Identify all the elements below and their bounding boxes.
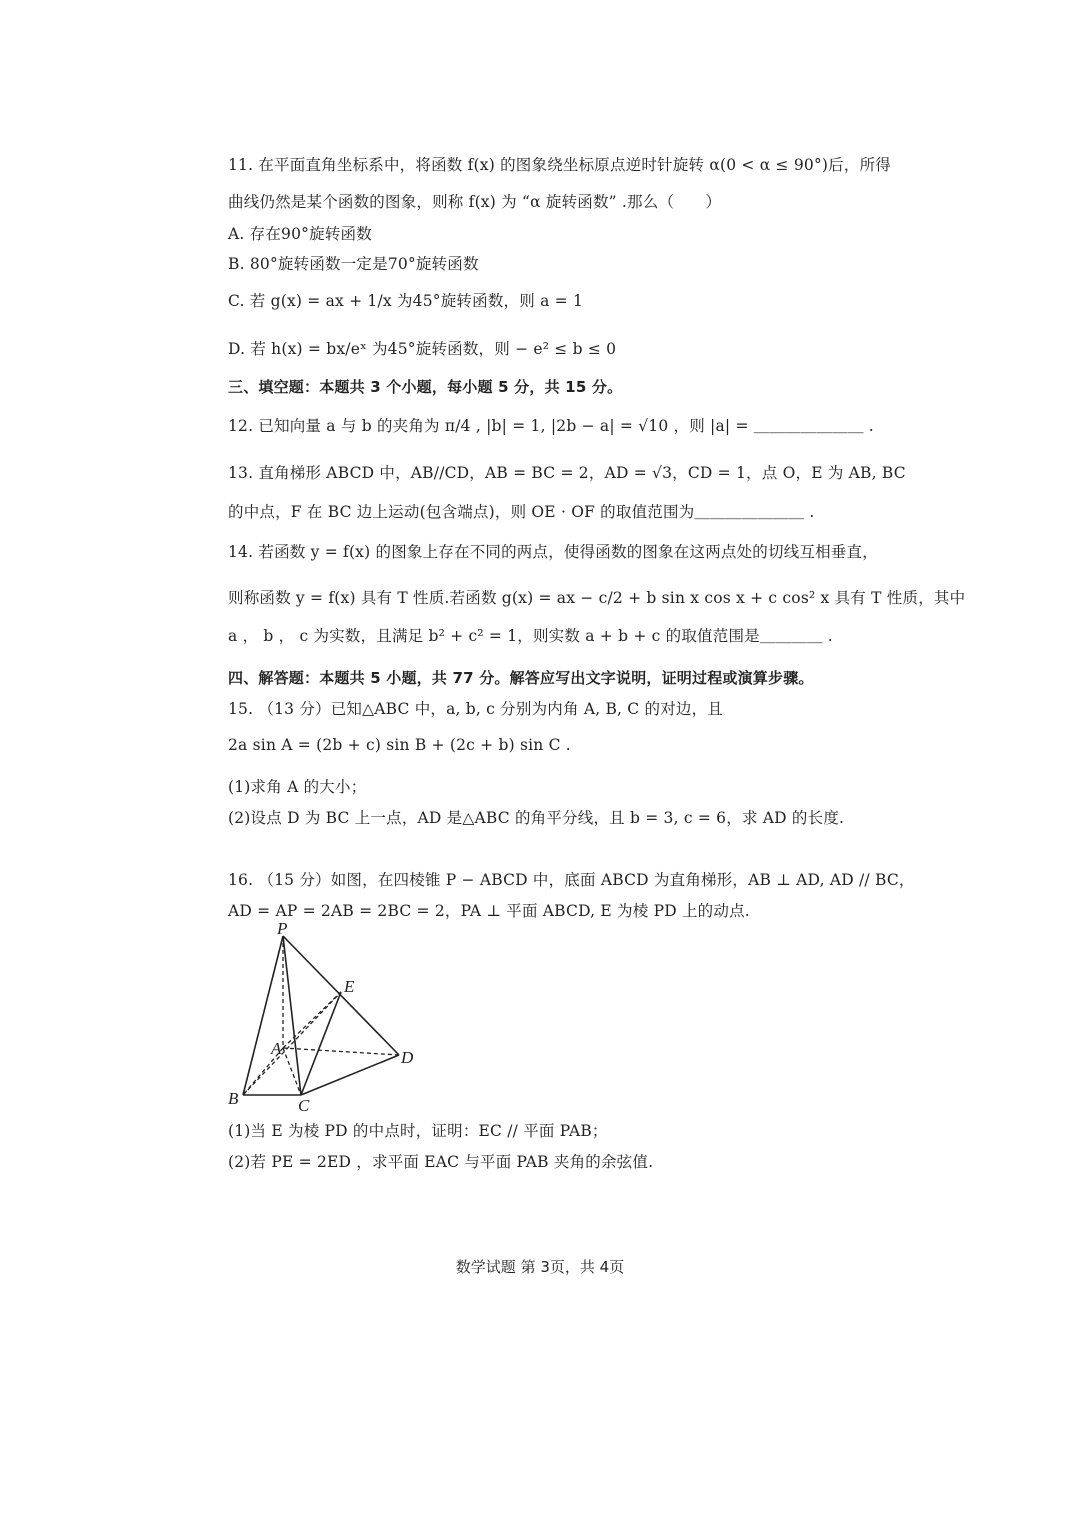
q15-part2: (2)设点 D 为 BC 上一点，AD 是△ABC 的角平分线，且 b = 3, c = 6，求 AD 的长度. xyxy=(228,809,845,827)
page-footer: 数学试题 第 3页，共 4页 xyxy=(455,1258,625,1276)
q14-line3: a ， b ， c 为实数，且满足 b² + c² = 1，则实数 a + b + c 的取值范围是＿＿＿＿ . xyxy=(228,627,833,645)
label-a: A xyxy=(271,1039,282,1058)
q11-line1: 11. 在平面直角坐标系中，将函数 f(x) 的图象绕坐标原点逆时针旋转 α(0 < α ≤ 90°)后，所得 xyxy=(228,156,891,174)
q14-line2: 则称函数 y = f(x) 具有 T 性质.若函数 g(x) = ax − c/2 + b sin x cos x + c cos² x 具有 T 性质，其中 xyxy=(228,589,966,607)
q15-line2: 2a sin A = (2b + c) sin B + (2c + b) sin C . xyxy=(228,736,571,754)
q11-option-c: C. 若 g(x) = ax + 1/x 为45°旋转函数，则 a = 1 xyxy=(228,292,584,310)
q11-line2: 曲线仍然是某个函数的图象，则称 f(x) 为 “α 旋转函数” .那么（ ） xyxy=(228,193,722,211)
section-fill-in-heading: 三、填空题：本题共 3 个小题，每小题 5 分，共 15 分。 xyxy=(228,378,623,396)
q14-line1: 14. 若函数 y = f(x) 的图象上存在不同的两点，使得函数的图象在这两点处的切线互相垂直， xyxy=(228,543,878,561)
q11-option-a: A. 存在90°旋转函数 xyxy=(228,225,372,243)
q16-line2: AD = AP = 2AB = 2BC = 2，PA ⊥ 平面 ABCD, E 为棱 PD 上的动点. xyxy=(228,902,750,920)
q13-line2: 的中点，F 在 BC 边上运动(包含端点)，则 OE · OF 的取值范围为＿＿＿＿＿＿＿ . xyxy=(228,503,815,521)
q13-line1: 13. 直角梯形 ABCD 中，AB//CD，AB = BC = 2，AD = √3，CD = 1，点 O，E 为 AB, BC xyxy=(228,464,906,482)
edge-ae xyxy=(283,992,341,1048)
q12-text: 12. 已知向量 a 与 b 的夹角为 π/4 , |b| = 1, |2b − a| = √10 ，则 |a| = ＿＿＿＿＿＿＿ . xyxy=(228,417,874,435)
q16-part1: (1)当 E 为棱 PD 的中点时，证明：EC // 平面 PAB； xyxy=(228,1122,608,1140)
label-d: D xyxy=(401,1048,414,1067)
label-e: E xyxy=(344,977,355,996)
q16-line1: 16. （15 分）如图，在四棱锥 P − ABCD 中，底面 ABCD 为直角梯形，AB ⊥ AD, AD // BC， xyxy=(228,871,915,889)
edge-pd xyxy=(283,936,399,1055)
label-c: C xyxy=(298,1096,310,1113)
q11-option-b: B. 80°旋转函数一定是70°旋转函数 xyxy=(228,255,479,273)
q11-option-d: D. 若 h(x) = bx/eˣ 为45°旋转函数，则 − e² ≤ b ≤ 0 xyxy=(228,340,617,358)
label-b: B xyxy=(228,1089,239,1108)
q16-part2: (2)若 PE = 2ED ，求平面 EAC 与平面 PAB 夹角的余弦值. xyxy=(228,1153,654,1171)
edge-cd xyxy=(301,1055,399,1095)
edge-ec xyxy=(301,992,341,1095)
q15-part1: (1)求角 A 的大小； xyxy=(228,778,367,796)
pyramid-figure xyxy=(225,918,425,1113)
q15-line1: 15. （13 分）已知△ABC 中，a, b, c 分别为内角 A, B, C 的对边，且 xyxy=(228,700,723,718)
label-p: P xyxy=(277,919,288,938)
section-answer-heading: 四、解答题：本题共 5 小题，共 77 分。解答应写出文字说明，证明过程或演算步骤。 xyxy=(228,669,814,687)
edge-ad xyxy=(283,1048,399,1055)
edge-be xyxy=(243,992,341,1095)
